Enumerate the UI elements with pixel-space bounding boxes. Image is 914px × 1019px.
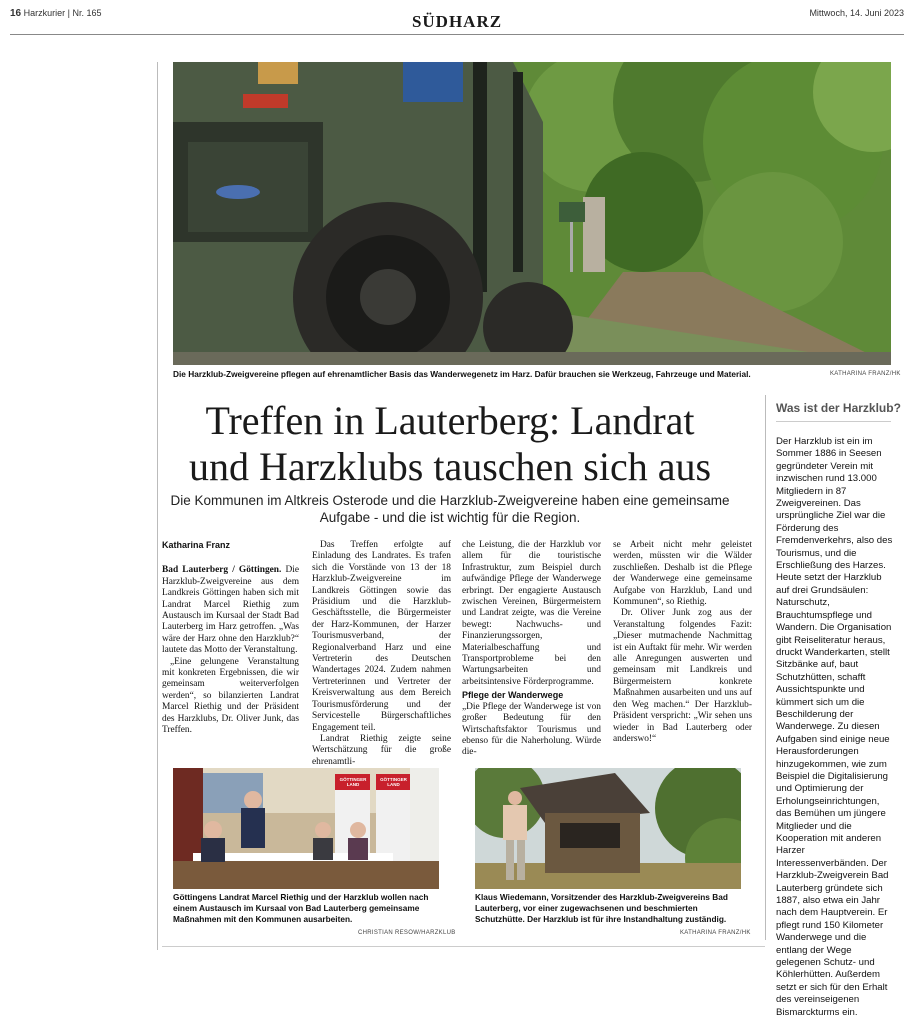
sidebar-text: Der Harzklub ist ein im Sommer 1886 in Seesen gegründeter Verein mit inzwischen rund 13.000 Mitgliedern in 87 Zweigvereinen. Das ursprüngliche Ziel war die Förderung des Fremdenverkehrs, also des Tourismus, und die Erschließung des Harzes. Heute setzt der Harzklub auf drei Grundsäulen: Naturschutz, Brauchtumspflege und Wandern. Die Organisation gibt Reiseliteratur heraus, druckt Wanderkarten, stellt Sitzbänke auf, baut Schutzhütten, schafft Aussichtspunkte und kümmert sich um die Beschilderung der Wanderwege. Zu diesen Aufgaben sind einige neue Herausforderungen hinzugekommen, wie zum Beispiel die Digitalisierung und Optimierung der Erholungseinrichtungen, das Bemühen um jüngere Mitglieder und die Kooperation mit anderen Harzer Interessenverbänden. Der Harzklub-Zweigverein Bad Lauterberg gründete sich 1887, also etwa ein Jahr nach dem Hauptverein. Er pflegt rund 150 Kilometer Wanderwege und die entlang der Wege gelegenen Schutz- und Köhlerhütten. Außerdem setzt er sich für den Erhalt des vereinseigenen Bismarckturms ein.	[776, 436, 893, 1018]
article-column-4	[613, 540, 752, 745]
column-rule-left	[157, 62, 158, 950]
col4-paragraph-2: Dr. Oliver Junk zog aus der Veranstaltung folgendes Fazit: „Dieser mutmachende Nachmittag ist ein Auftakt für mehr. Wir werden alle Anregungen auswerten und gemeinsam mit Landkreis und Bürgermeistern konkrete Maßnahmen ausarbeiten und uns auf den Weg machen.“ Der Harzklub-Präsident verspricht: „Wir sehen uns wieder in Bad Lauterberg oder anderswo!“	[613, 608, 752, 744]
header-rule	[10, 34, 904, 35]
issue-date: Mittwoch, 14. Juni 2023	[809, 8, 904, 18]
top-photo-caption: Die Harzklub-Zweigvereine pflegen auf ehrenamtlicher Basis das Wanderwegenetz im Harz. Dafür brauchen sie Werkzeug, Fahrzeuge und Material.	[173, 369, 751, 379]
article-column-2	[312, 540, 451, 768]
article-column-1	[162, 540, 299, 737]
col3-subheading: Pflege der Wanderwege	[462, 690, 564, 701]
headline-line-2: und Harzklubs tauschen sich aus	[188, 444, 712, 489]
section-title: SÜDHARZ	[411, 12, 503, 31]
sidebar-title: Was ist der Harzklub?	[776, 401, 901, 415]
article-headline	[170, 398, 730, 490]
col1-paragraph-1: Die Harzklub-Zweigvereine aus dem Landkreis Göttingen haben sich mit Landrat Marcel Riethig zum Austausch im Kursaal der Stadt Bad Lauterberg im Harz getroffen. „Was wäre der Harz ohne den Harzklub?“ lautete das Motto der Veranstaltung.	[162, 565, 300, 656]
author-byline: Katharina Franz	[162, 540, 231, 550]
top-photo-credit: KATHARINA FRANZ/HK	[830, 371, 901, 377]
col2-paragraph-1: Das Treffen erfolgte auf Einladung des Landrates. Es trafen sich die Vorstände von 13 der 18 Harzklub-Zweigvereine im Landkreis Göttingen sowie das Präsidium und die Harzklub-Geschäftsstelle, die Bürgermeister der Harz-Kommunen, der Harzer Tourismusverband, der Regionalverband Harz und eine Vertreterin des Deutschen Wandertages 2024. Zudem nahmen Vertreterinnen und Vertreter der Kreisverwaltung aus dem Bereich Tourismusförderung und der Servicestelle Bürgerschaftliches Engagement teil.	[312, 540, 451, 733]
page-header-left: 16 Harzkurier | Nr. 165	[10, 8, 102, 19]
article-dateline: Bad Lauterberg / Göttingen.	[162, 565, 282, 576]
banner-1-text: GÖTTINGER LAND	[339, 777, 367, 787]
meeting-photo	[173, 768, 439, 889]
col2-paragraph-2: Landrat Riethig zeigte seine Wertschätzung für die große ehrenamtli-	[312, 733, 451, 767]
col1-paragraph-2: „Eine gelungene Veranstaltung mit konkreten Ergebnissen, die wir gemeinsam weiterverfolgen werden“, so bilanzierten Landrat Marcel Riethig und der Präsident des Harzklubs, Dr. Oliver Junk, das Treffen.	[162, 656, 299, 736]
sidebar-title-rule	[776, 421, 891, 422]
paper-name: Harzkurier	[23, 8, 66, 18]
hut-photo	[475, 768, 741, 889]
issue-number: Nr. 165	[72, 8, 102, 18]
col4-paragraph-1: se Arbeit nicht mehr geleistet werden, müssten wir die Wälder zuschließen. Deshalb ist die Pflege der Wanderwege eine gemeinsame Aufgabe von Harzklub, Land und Kommunen“, so Riethig.	[613, 540, 752, 608]
top-photo	[173, 62, 891, 365]
footer-rule	[162, 946, 765, 947]
hut-photo-credit: KATHARINA FRANZ/HK	[680, 930, 751, 936]
hut-photo-caption: Klaus Wiedemann, Vorsitzender des Harzklub-Zweigvereins Bad Lauterberg, vor einer zugewachsenen und beschmierten Schutzhütte. Der Harzklub ist für ihre Instandhaltung zuständig.	[475, 892, 728, 924]
article-subhead: Die Kommunen im Altkreis Osterode und die Harzklub-Zweigvereine haben eine gemeinsame Aufgabe - und die ist wichtig für die Region.	[170, 493, 730, 525]
headline-line-1: Treffen in Lauterberg: Landrat	[205, 398, 695, 443]
col3-paragraph-1: che Leistung, die der Harzklub vor allem für die touristische Infrastruktur, zum Beispiel durch aufwändige Pflege der Wanderwege erbringt. Der engagierte Austausch zwischen Vereinen, Bürgermeistern und Landrat zeigte, was die Vereine bewegt: Nachwuchs- und Finanzierungssorgen, Materialbeschaffung und Transportprobleme bei den Wartungsarbeiten und arbeitsintensive Förderprogramme.	[462, 540, 601, 687]
article-column-3	[462, 540, 601, 759]
meeting-photo-caption: Göttingens Landrat Marcel Riethig und der Harzklub wollen nach einem Austausch im Kursaal von Bad Lauterberg gemeinsame Maßnahmen mit den Kommunen ausarbeiten.	[173, 892, 429, 924]
sidebar-rule	[765, 395, 766, 940]
meeting-photo-credit: CHRISTIAN RESOW/HARZKLUB	[358, 930, 456, 936]
page-number: 16	[10, 8, 22, 19]
col3-paragraph-2: „Die Pflege der Wanderwege ist von großer Bedeutung für den Wirtschaftsfaktor Tourismus und ebenso für die Naherholung. Würde die-	[462, 701, 601, 758]
banner-2-text: GÖTTINGER LAND	[380, 777, 407, 787]
